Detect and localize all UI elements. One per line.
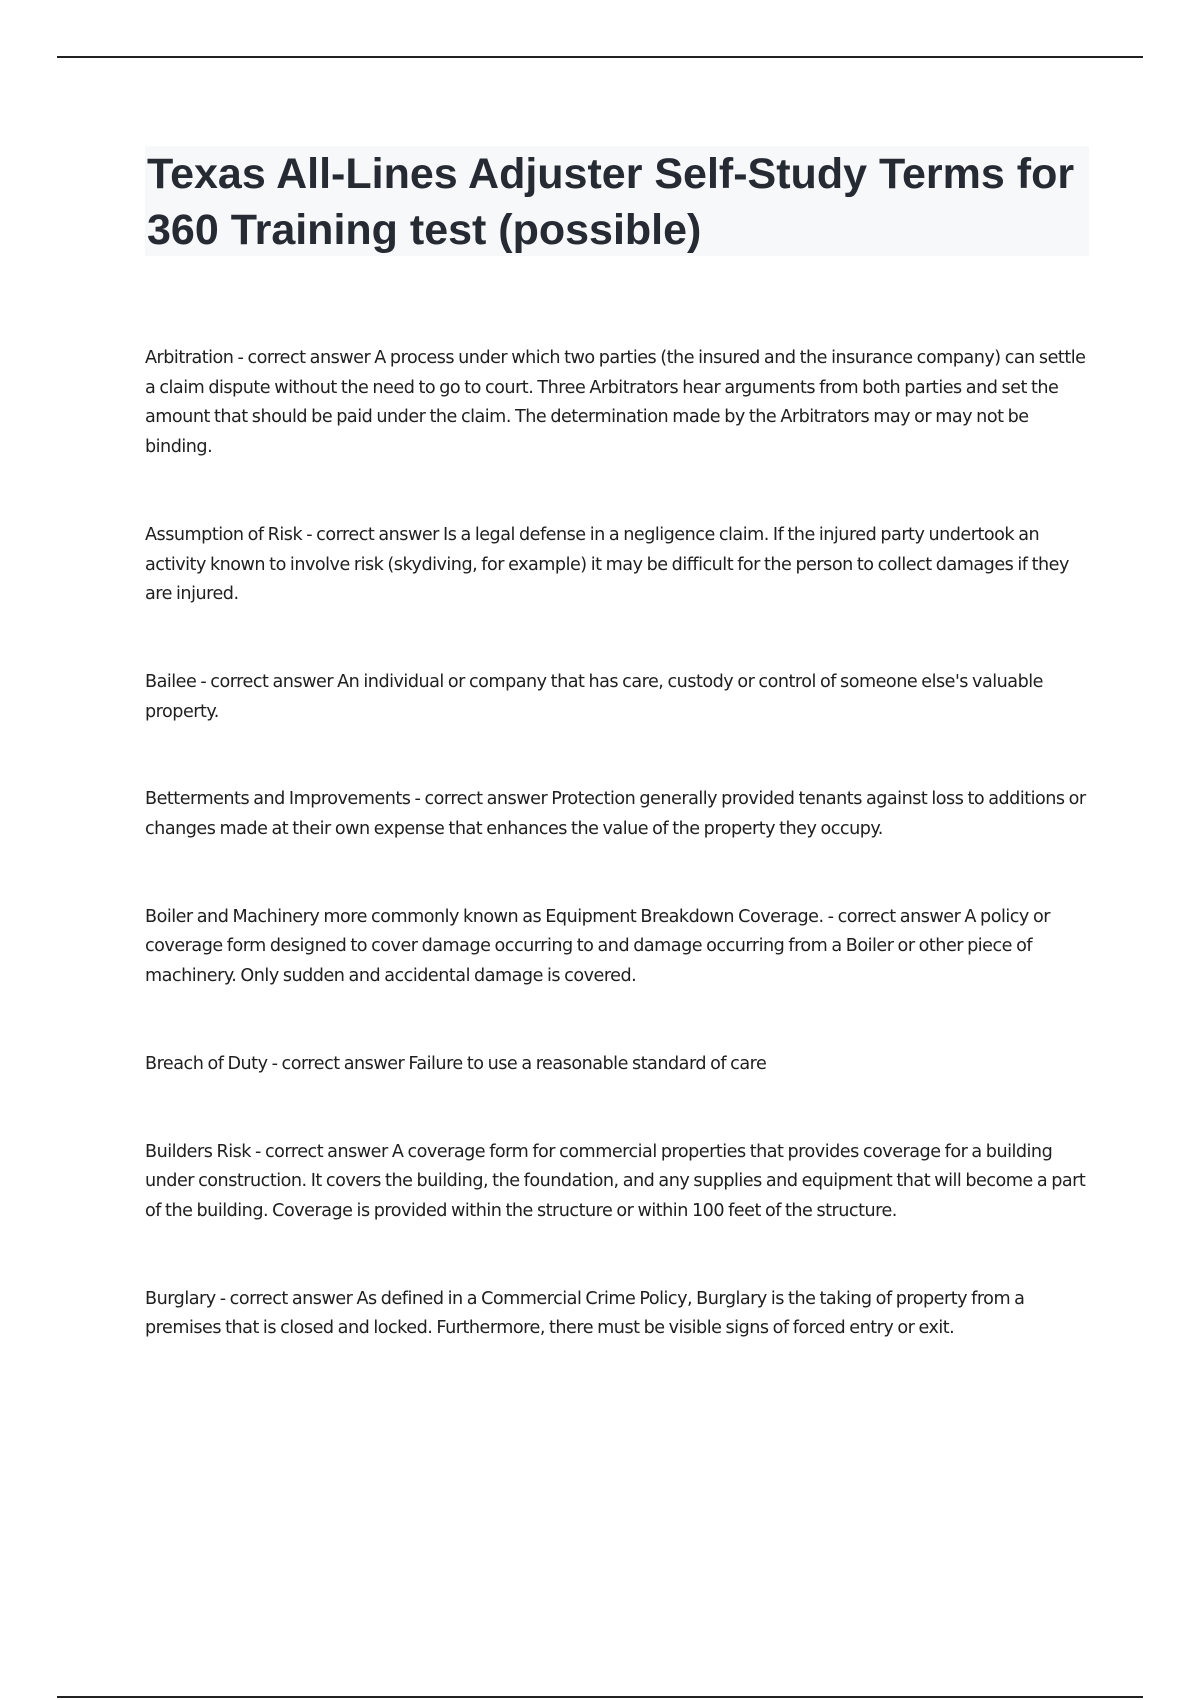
term-entry-bailee: Bailee - correct answer An individual or company that has care, custody or control of someone else's valuable property. <box>145 671 1043 722</box>
document-title: Texas All-Lines Adjuster Self-Study Terms for 360 Training test (possible) <box>147 150 1075 254</box>
term-entry-builders-risk: Builders Risk - correct answer A coverage form for commercial properties that provides coverage for a building under construction. It covers the building, the foundation, and any supplies and equipment that will become a part of the building. Coverage is provided within the structure or within 100 feet of the structure. <box>145 1141 1086 1221</box>
page-top-rule <box>57 56 1143 58</box>
term-entry-assumption-of-risk: Assumption of Risk - correct answer Is a legal defense in a negligence claim. If the injured party undertook an activity known to involve risk (skydiving, for example) it may be difficult for the person to collect damages if they are injured. <box>145 524 1069 605</box>
term-entry-burglary: Burglary - correct answer As defined in a Commercial Crime Policy, Burglary is the taking of property from a premises that is closed and locked. Furthermore, there must be visible signs of forced entry or exit. <box>145 1288 1025 1339</box>
page-bottom-rule <box>57 1696 1143 1698</box>
term-entry-boiler-machinery: Boiler and Machinery more commonly known as Equipment Breakdown Coverage. - correct answer A policy or coverage form designed to cover damage occurring to and damage occurring from a Boiler or other piece of machinery. Only sudden and accidental damage is covered. <box>145 906 1050 987</box>
term-entry-arbitration: Arbitration - correct answer A process under which two parties (the insured and the insurance company) can settle a claim dispute without the need to go to court. Three Arbitrators hear arguments from both parties and set the amount that should be paid under the claim. The determination made by the Arbitrators may or may not be binding. <box>145 348 1086 458</box>
term-list <box>145 344 1095 1344</box>
term-entry-betterments: Betterments and Improvements - correct answer Protection generally provided tenants against loss to additions or changes made at their own expense that enhances the value of the property they occupy. <box>145 789 1086 840</box>
term-entry-breach-of-duty: Breach of Duty - correct answer Failure to use a reasonable standard of care <box>145 1053 767 1074</box>
title-block <box>145 146 1089 256</box>
